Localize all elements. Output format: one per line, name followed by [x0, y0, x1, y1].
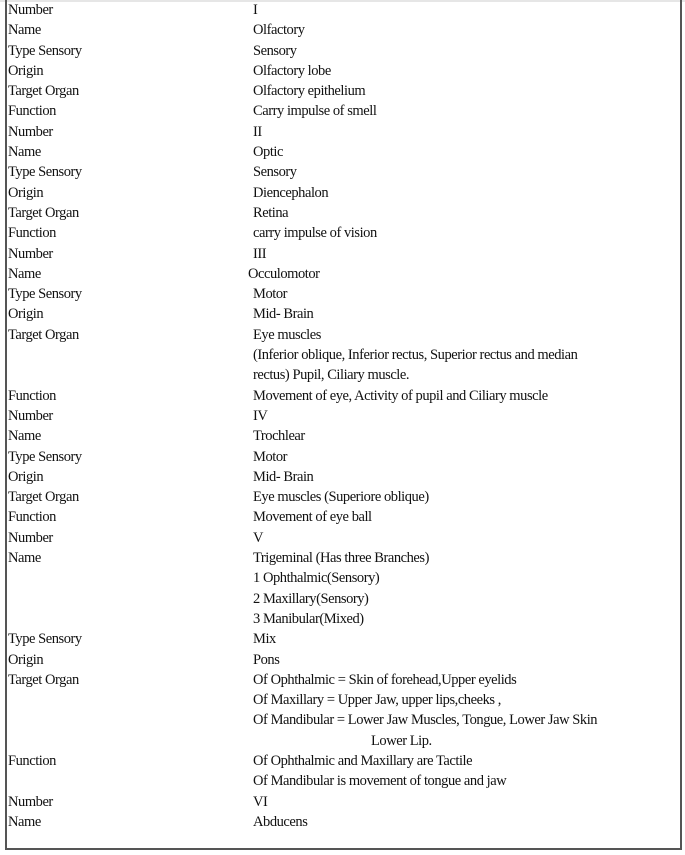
table-row — [7, 792, 679, 812]
table-row — [7, 467, 679, 487]
table-row — [7, 629, 679, 649]
table-row — [7, 406, 679, 426]
table-row — [7, 264, 679, 284]
row-label: Origin — [8, 306, 44, 323]
row-value: Trigeminal (Has three Branches) — [253, 550, 429, 567]
row-value: Olfactory — [253, 22, 305, 39]
table-row — [7, 670, 679, 690]
table-row — [7, 731, 679, 751]
row-value: Of Mandibular is movement of tongue and jaw — [253, 773, 507, 790]
table-row — [7, 386, 679, 406]
row-label: Function — [8, 509, 56, 526]
row-label: Origin — [8, 62, 44, 79]
row-value: Abducens — [253, 813, 308, 830]
row-label: Type Sensory — [8, 164, 82, 181]
row-label: Name — [8, 22, 41, 39]
table-row — [7, 771, 679, 791]
table-row — [7, 609, 679, 629]
row-value: Of Mandibular = Lower Jaw Muscles, Tongue, Lower Jaw Skin — [253, 712, 598, 729]
table-row — [7, 122, 679, 142]
row-value: Occulomotor — [248, 265, 320, 282]
table-row — [7, 690, 679, 710]
row-value: Movement of eye ball — [253, 509, 372, 526]
row-label: Function — [8, 387, 56, 404]
table-row — [7, 507, 679, 527]
row-label: Number — [8, 407, 53, 424]
row-value: I — [253, 2, 258, 18]
row-value: Olfactory lobe — [253, 62, 331, 79]
row-value: Motor — [253, 448, 288, 465]
table-row — [7, 0, 679, 20]
row-value: VI — [253, 793, 268, 810]
row-value: Carry impulse of smell — [253, 103, 377, 120]
row-label: Name — [8, 550, 41, 567]
row-label: Number — [8, 2, 53, 18]
table-row — [7, 183, 679, 203]
row-value: Trochlear — [253, 428, 305, 445]
row-value: 3 Manibular(Mixed) — [253, 610, 364, 627]
row-value: Diencephalon — [253, 184, 329, 201]
row-value: Motor — [253, 286, 288, 303]
table-row — [7, 751, 679, 771]
row-label: Target Organ — [8, 83, 79, 100]
row-value: Eye muscles — [253, 326, 321, 343]
row-value: rectus) Pupil, Ciliary muscle. — [253, 367, 410, 384]
row-value: Of Ophthalmic = Skin of forehead,Upper eyelids — [253, 671, 517, 688]
row-label: Type Sensory — [8, 42, 82, 59]
table-row — [7, 284, 679, 304]
table-row — [7, 345, 679, 365]
row-value: Sensory — [253, 42, 297, 59]
row-value: Retina — [253, 204, 289, 221]
row-label: Function — [8, 225, 56, 242]
table-row — [7, 223, 679, 243]
table-row — [7, 61, 679, 81]
row-label: Origin — [8, 651, 44, 668]
row-label: Type Sensory — [8, 286, 82, 303]
row-label: Function — [8, 752, 56, 769]
row-value: Mid- Brain — [253, 306, 314, 323]
row-value: carry impulse of vision — [253, 225, 377, 242]
table-row — [7, 325, 679, 345]
row-label: Function — [8, 103, 56, 120]
row-value: Movement of eye, Activity of pupil and Ciliary muscle — [253, 387, 548, 404]
row-value: Of Ophthalmic and Maxillary are Tactile — [253, 752, 473, 769]
row-label: Target Organ — [8, 204, 79, 221]
row-label: Name — [8, 428, 41, 445]
row-value: 2 Maxillary(Sensory) — [253, 590, 369, 607]
row-label: Number — [8, 245, 53, 262]
row-value: Eye muscles (Superiore oblique) — [253, 489, 429, 506]
row-value: Lower Lip. — [371, 732, 432, 749]
table-row — [7, 548, 679, 568]
row-label: Name — [8, 813, 41, 830]
table-row — [7, 426, 679, 446]
table-row — [7, 41, 679, 61]
row-label: Number — [8, 123, 53, 140]
table-row — [7, 203, 679, 223]
row-value: Of Maxillary = Upper Jaw, upper lips,cheeks , — [253, 692, 501, 709]
row-label: Target Organ — [8, 671, 79, 688]
row-value: Pons — [253, 651, 280, 668]
row-value: Mid- Brain — [253, 468, 314, 485]
row-label: Target Organ — [8, 326, 79, 343]
row-label: Origin — [8, 184, 44, 201]
row-label: Name — [8, 144, 41, 161]
row-value: (Inferior oblique, Inferior rectus, Superior rectus and median — [253, 347, 578, 364]
table-row — [7, 101, 679, 121]
cranial-nerves-table — [7, 0, 679, 832]
row-label: Type Sensory — [8, 631, 82, 648]
row-label: Number — [8, 793, 53, 810]
row-value: V — [253, 529, 264, 546]
row-label: Number — [8, 529, 53, 546]
row-label: Type Sensory — [8, 448, 82, 465]
row-value: 1 Ophthalmic(Sensory) — [253, 570, 380, 587]
table-row — [7, 528, 679, 548]
table-row — [7, 568, 679, 588]
table-row — [7, 447, 679, 467]
table-row — [7, 304, 679, 324]
row-value: Olfactory epithelium — [253, 83, 366, 100]
row-label: Target Organ — [8, 489, 79, 506]
table-row — [7, 650, 679, 670]
table-row — [7, 81, 679, 101]
row-value: Optic — [253, 144, 283, 161]
table-row — [7, 20, 679, 40]
table-row — [7, 162, 679, 182]
table-row — [7, 710, 679, 730]
table-row — [7, 812, 679, 832]
table-row — [7, 487, 679, 507]
row-label: Origin — [8, 468, 44, 485]
row-label: Name — [8, 265, 41, 282]
row-value: III — [253, 245, 267, 262]
table-row — [7, 244, 679, 264]
row-value: Mix — [253, 631, 276, 648]
table-row — [7, 589, 679, 609]
row-value: Sensory — [253, 164, 297, 181]
table-row — [7, 142, 679, 162]
row-value: IV — [253, 407, 268, 424]
row-value: II — [253, 123, 262, 140]
table-row — [7, 365, 679, 385]
